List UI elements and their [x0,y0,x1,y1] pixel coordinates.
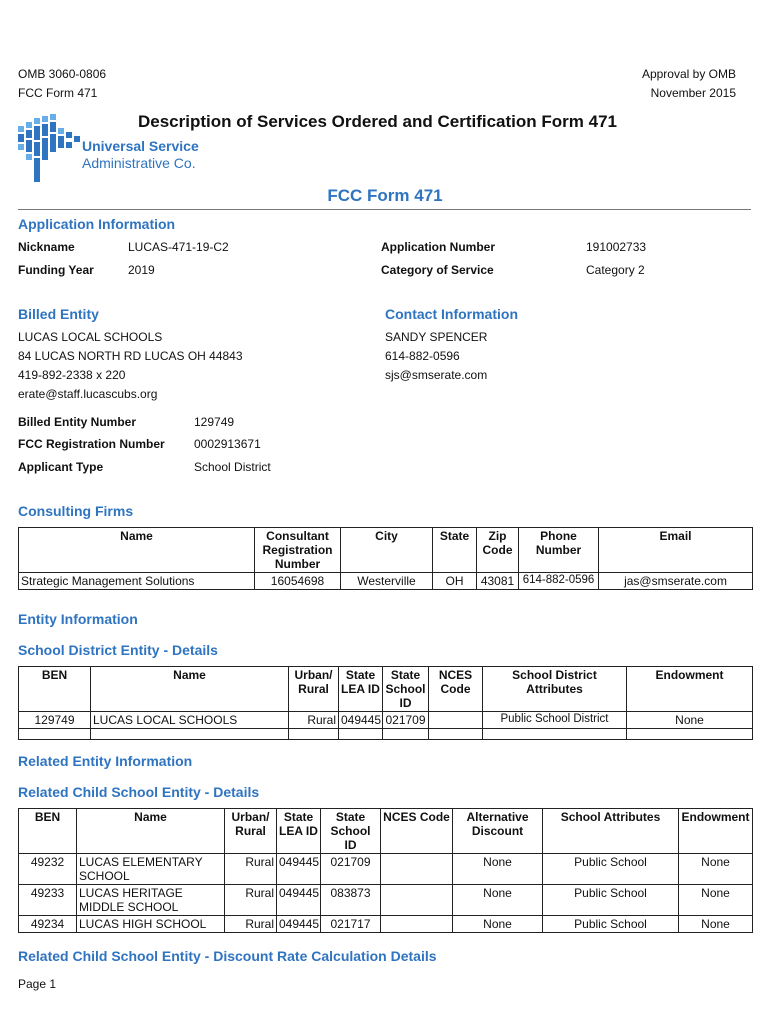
contact-email: sjs@smserate.com [385,368,488,382]
cell-phone: 614-882-0596 [519,573,599,590]
consulting-firms-table [18,527,753,590]
cell-name: LUCAS ELEMENTARY SCHOOL [77,854,225,885]
cell-school-id: 021717 [321,916,381,933]
table-spacer-row [19,729,753,740]
table-row [19,885,753,916]
cell-name: LUCAS HIGH SCHOOL [77,916,225,933]
cell-urban-rural: Rural [225,885,277,916]
cell-school-attributes: Public School [543,885,679,916]
header-left [18,65,106,103]
cell-ben: 129749 [19,712,91,729]
approval-text: Approval by OMB [641,67,736,81]
related-entity-heading: Related Entity Information [18,753,193,769]
table-row [19,854,753,885]
document-title: Description of Services Ordered and Certification Form 471 [138,112,617,131]
related-child-heading: Related Child School Entity - Details [18,784,260,800]
logo-line-2: Administrative Co. [82,155,196,171]
school-district-table [18,666,753,740]
cell-lea-id: 049445 [277,916,321,933]
cell-alt-discount: None [453,916,543,933]
funding-year-value: 2019 [128,263,155,277]
cell-registration: 16054698 [255,573,341,590]
cell-endowment: None [679,885,753,916]
cell-alt-discount: None [453,854,543,885]
approval-date: November 2015 [650,86,736,100]
contact-phone: 614-882-0596 [385,349,460,363]
cell-ben: 49232 [19,854,77,885]
col-lea-id: State LEA ID [277,809,321,854]
cell-lea-id: 049445 [277,854,321,885]
contact-block [385,328,487,385]
ben-value: 129749 [194,415,235,429]
cell-nces [381,885,453,916]
divider [18,209,751,210]
nickname-label: Nickname [18,240,75,254]
table-row [19,916,753,933]
cell-zip: 43081 [477,573,519,590]
cell-name: Strategic Management Solutions [19,573,255,590]
cell-school-attributes: Public School [543,854,679,885]
col-name: Name [77,809,225,854]
cell-nces [429,712,483,729]
col-zip: Zip Code [477,528,519,573]
cell-nces [381,916,453,933]
billed-entity-email: erate@staff.lucascubs.org [18,387,158,401]
ben-label: Billed Entity Number [18,415,137,429]
usac-logo-text [82,138,199,172]
application-number-value: 191002733 [586,240,647,254]
form-name: FCC Form 471 [18,86,98,100]
col-state: State [433,528,477,573]
cell-urban-rural: Rural [225,854,277,885]
cell-school-attributes: Public School [543,916,679,933]
school-district-heading: School District Entity - Details [18,642,218,658]
table-header-row [19,667,753,712]
consulting-firms-heading: Consulting Firms [18,503,134,519]
table-header-row [19,809,753,854]
cell-nces [381,854,453,885]
col-urban-rural: Urban/ Rural [225,809,277,854]
cell-endowment: None [679,854,753,885]
col-city: City [341,528,433,573]
table-row [19,573,753,590]
page-number: Page 1 [18,977,57,991]
table-header-row [19,528,753,573]
omb-number: OMB 3060-0806 [18,67,107,81]
cell-lea-id: 049445 [339,712,383,729]
cell-lea-id: 049445 [277,885,321,916]
col-nces: NCES Code [429,667,483,712]
header-right [642,65,736,103]
col-registration: Consultant Registration Number [255,528,341,573]
col-phone: Phone Number [519,528,599,573]
cell-city: Westerville [341,573,433,590]
entity-info-heading: Entity Information [18,611,138,627]
nickname-value: LUCAS-471-19-C2 [128,240,229,254]
cell-school-id: 021709 [321,854,381,885]
billed-entity-address: 84 LUCAS NORTH RD LUCAS OH 44843 [18,349,243,363]
col-alt-discount: Alternative Discount [453,809,543,854]
col-urban-rural: Urban/ Rural [289,667,339,712]
application-info-heading: Application Information [18,216,176,232]
cell-urban-rural: Rural [225,916,277,933]
funding-year-label: Funding Year [18,263,94,277]
col-school-attributes: School Attributes [543,809,679,854]
table-row [19,712,753,729]
cell-ben: 49234 [19,916,77,933]
frn-value: 0002913671 [194,437,261,451]
related-child-table [18,808,753,933]
cell-state: OH [433,573,477,590]
cell-endowment: None [679,916,753,933]
col-ben: BEN [19,809,77,854]
billed-entity-name: LUCAS LOCAL SCHOOLS [18,330,163,344]
cell-email: jas@smserate.com [599,573,753,590]
col-nces: NCES Code [381,809,453,854]
applicant-type-label: Applicant Type [18,460,104,474]
cell-school-id: 083873 [321,885,381,916]
col-email: Email [599,528,753,573]
frn-label: FCC Registration Number [18,437,165,451]
form-title: FCC Form 471 [327,186,443,205]
category-label: Category of Service [381,263,494,277]
logo-line-1: Universal Service [82,138,199,154]
contact-name: SANDY SPENCER [385,330,488,344]
application-number-label: Application Number [381,240,496,254]
col-endowment: Endowment [679,809,753,854]
billed-entity-heading: Billed Entity [18,306,99,322]
cell-attributes: Public School District [483,712,627,729]
cell-urban-rural: Rural [289,712,339,729]
cell-name: LUCAS LOCAL SCHOOLS [91,712,289,729]
applicant-type-value: School District [194,460,271,474]
contact-info-heading: Contact Information [385,306,518,322]
cell-alt-discount: None [453,885,543,916]
col-name: Name [19,528,255,573]
cell-school-id: 021709 [383,712,429,729]
billed-entity-block [18,328,243,404]
col-endowment: Endowment [627,667,753,712]
discount-rate-heading: Related Child School Entity - Discount Rate Calculation Details [18,948,437,964]
cell-ben: 49233 [19,885,77,916]
col-school-id: State School ID [383,667,429,712]
cell-endowment: None [627,712,753,729]
col-school-id: State School ID [321,809,381,854]
billed-entity-phone: 419-892-2338 x 220 [18,368,126,382]
cell-name: LUCAS HERITAGE MIDDLE SCHOOL [77,885,225,916]
col-ben: BEN [19,667,91,712]
category-value: Category 2 [586,263,645,277]
col-attributes: School District Attributes [483,667,627,712]
col-lea-id: State LEA ID [339,667,383,712]
col-name: Name [91,667,289,712]
